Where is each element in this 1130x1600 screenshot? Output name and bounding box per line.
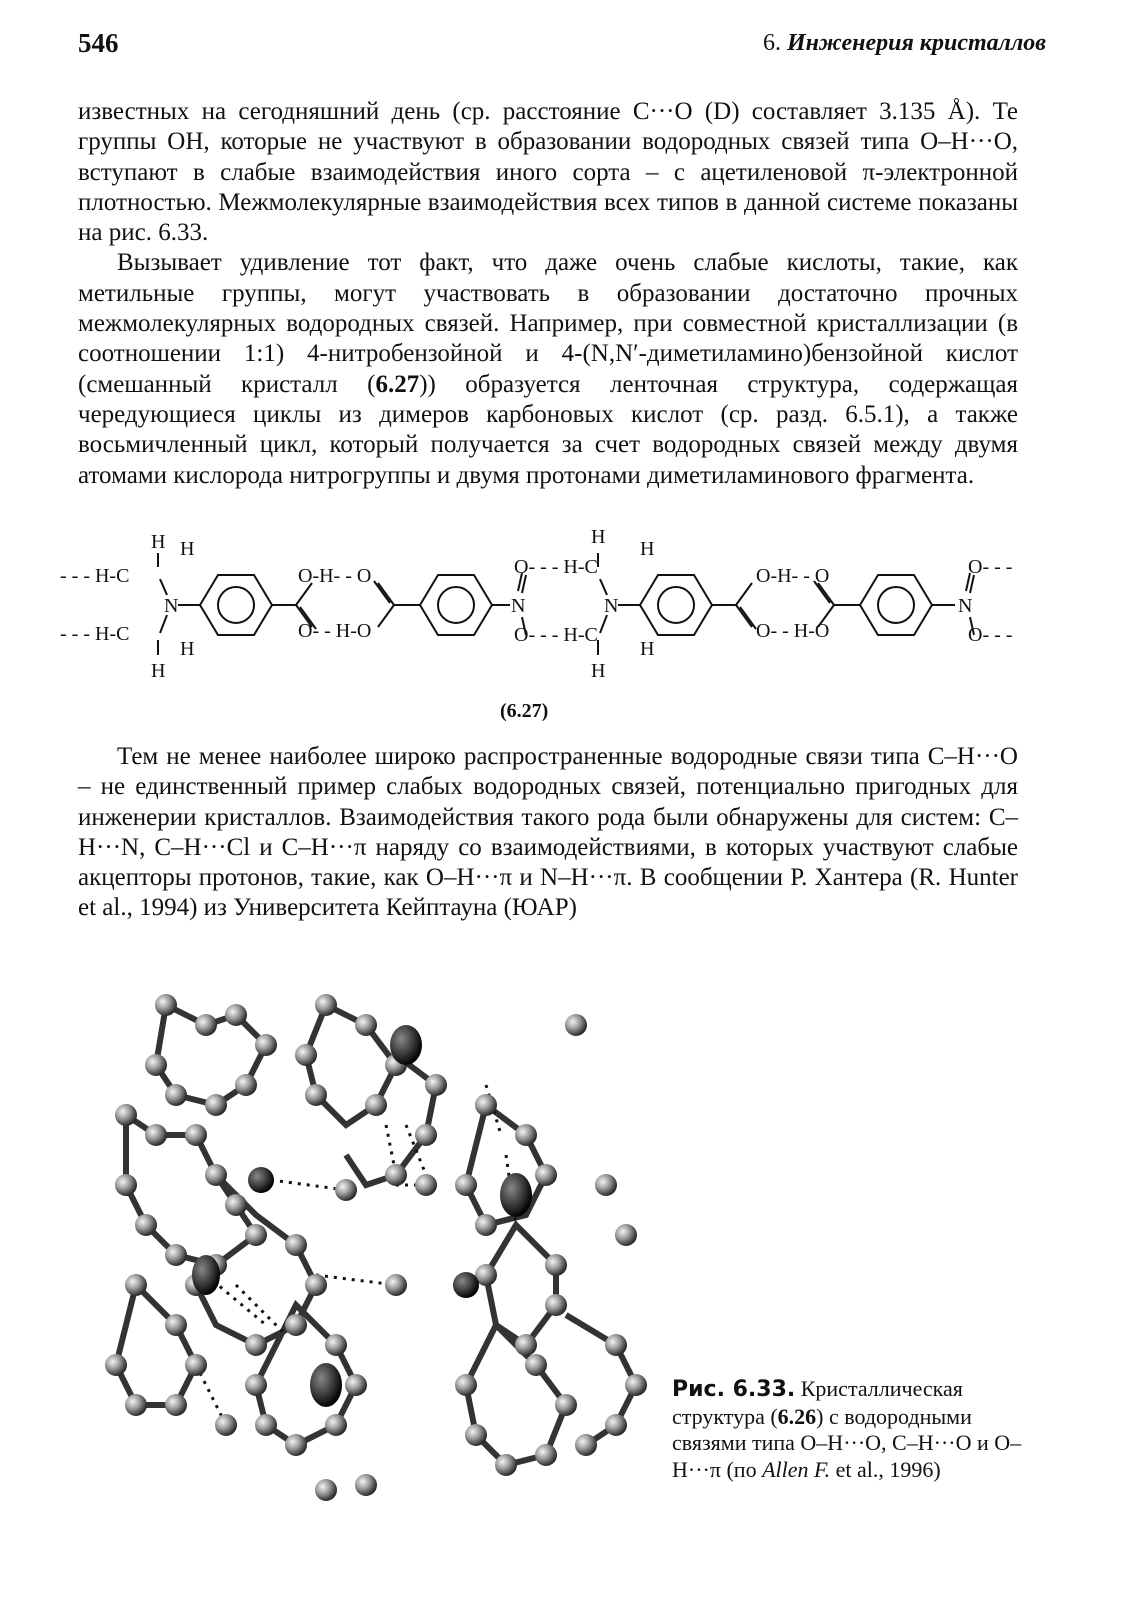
figure-caption: [672, 1376, 1032, 1483]
paragraph-3: Тем не менее наиболее широко распространенные водородные связи типа C–H···O – не единственный пример слабых водородных связей, потенциально пригодных для инженерии кристаллов. Взаимодействия такого рода были обнаружены для систем: C–H···N, C–H···Cl и C–H···π наряду со взаимодействиями, в которых участвуют слабые акцепторы протонов, такие, как O–H···π и N–H···π. В сообщении Р. Хантера (R. Hunter et al., 1994) из Университета Кейптауна (ЮАР): [78, 743, 1018, 922]
page-header: [78, 28, 1046, 68]
atom-h-top-mid-2: H: [640, 538, 655, 560]
paragraph-1: известных на сегодняшний день (ср. расстояние C···O (D) составляет 3.135 Å). Те группы OH, которые не участвуют в образовании водородных связей типа O–H···O, вступают в слабые взаимодействия иного сорта – с ацетиленовой π-электронной плотностью. Межмолекулярные взаимодействия всех типов в данной системе показаны на рис. 6.33.: [78, 98, 1018, 247]
paragraph-2-part-b: )) образуется ленточная структура, содержащая чередующиеся циклы из димеров карбоновых кислот (ср. разд. 6.5.1), а также восьмичленный цикл, который получается за счет водородных связей между двумя атомами кислорода нитрогруппы и двумя протонами диметиламинового фрагмента.: [78, 370, 1018, 489]
body-text-bottom: [78, 742, 1018, 924]
atom-h-bottom-left-2: H: [180, 638, 195, 660]
crystal-structure-figure: [96, 985, 666, 1515]
acid-oh-top-1: O-H- - O: [298, 565, 372, 587]
atom-h-bottom-mid-2: H: [640, 638, 655, 660]
nitro-end-top: O- - -: [968, 556, 1013, 578]
atom-n-nitro-2: N: [958, 595, 973, 617]
methyl-bottom-left: - - - H-C: [60, 623, 130, 645]
caption-author: Allen F.: [762, 1456, 831, 1482]
nitro-end-bottom: O- - -: [968, 624, 1013, 646]
chapter-number: 6.: [762, 30, 781, 56]
atom-h-top-mid: H: [591, 526, 606, 548]
compound-ref: 6.27: [375, 370, 420, 398]
figure-label: Рис. 6.33.: [672, 1377, 796, 1402]
atom-n-nitro-1: N: [511, 595, 526, 617]
atom-h-top-left-2: H: [180, 538, 195, 560]
nitro-o-top: O- - - H-C: [514, 556, 598, 578]
page-number: 546: [78, 28, 119, 58]
paragraph-2-part-a: Вызывает удивление тот факт, что даже очень слабые кислоты, такие, как метильные группы, могут участвовать в образовании достаточно прочных межмолекулярных водородных связей. Например, при совместной кристаллизации (в соотношении 1:1) 4-нитробензойной и 4-(N,N′-диметиламино)бензойной кислот (смешанный кристалл (: [78, 249, 1018, 398]
body-text-top: [78, 97, 1018, 491]
paragraph-2: [78, 248, 1018, 490]
nitro-o-bottom: O- - - H-C: [514, 624, 598, 646]
atom-n-mid: N: [604, 595, 619, 617]
atom-h-bottom-left: H: [151, 660, 166, 682]
chapter-title: Инженерия кристаллов: [786, 30, 1046, 56]
acid-oh-top-2: O-H- - O: [756, 565, 830, 587]
atom-h-top-left: H: [151, 531, 166, 553]
caption-part-b: ) с водородными связями типа O–H···O, C–H···O и O–H···π (по: [672, 1403, 1022, 1482]
caption-compound-ref: 6.26: [777, 1403, 817, 1429]
acid-oh-bottom-2: O- - H-O: [756, 620, 830, 642]
methyl-top-left: - - - H-C: [60, 565, 130, 587]
compound-label: (6.27): [500, 700, 549, 722]
atom-n-left: N: [164, 595, 179, 617]
chemical-structure-6-27: [60, 515, 1060, 745]
acid-oh-bottom-1: O- - H-O: [298, 620, 372, 642]
atom-h-bottom-mid: H: [591, 660, 606, 682]
running-title: [763, 30, 1046, 57]
caption-part-a: Кристаллическая структура (: [672, 1376, 963, 1429]
caption-part-c: et al., 1996): [830, 1456, 941, 1482]
